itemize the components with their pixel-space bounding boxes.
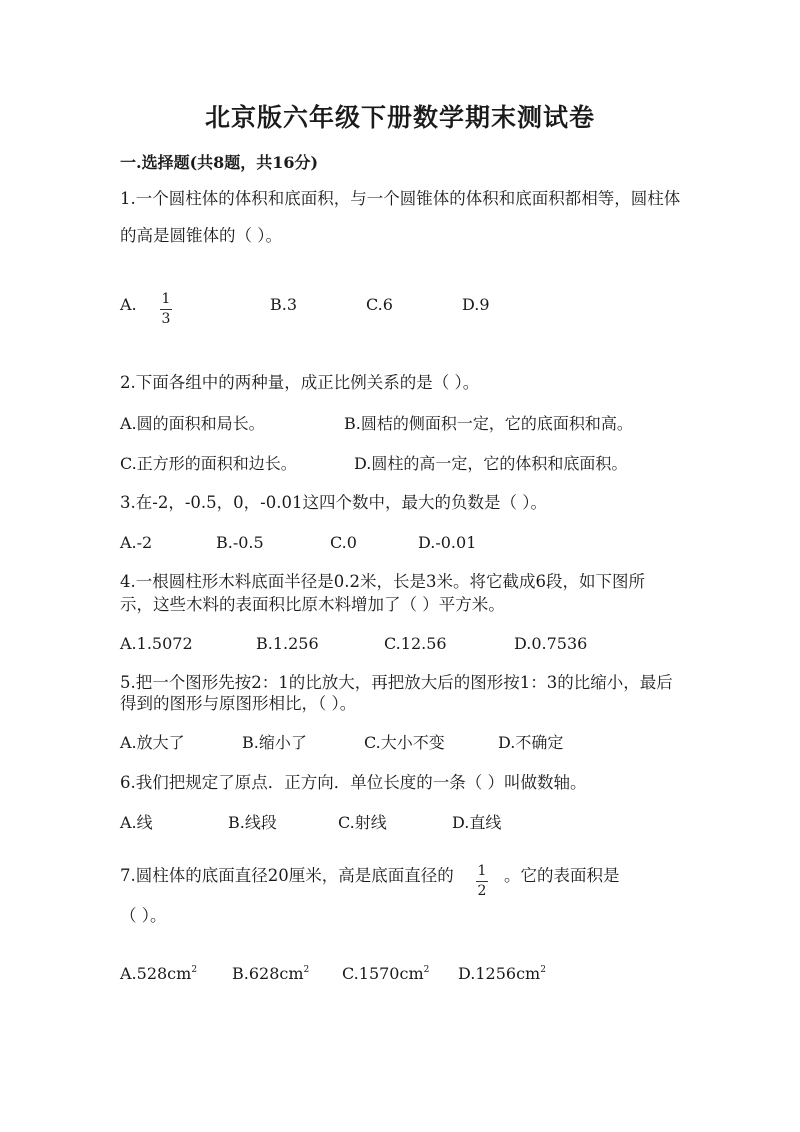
question-4-line-1: 4.一根圆柱形木料底面半径是0.2米，长是3米。将它截成6段，如下图所 — [120, 572, 645, 591]
question-5-option-a[interactable]: A.放大了 — [120, 733, 185, 752]
question-3-option-a[interactable]: A.-2 — [120, 533, 153, 552]
question-1-line-1: 1.一个圆柱体的体积和底面积，与一个圆锥体的体积和底面积都相等，圆柱体 — [120, 189, 681, 208]
question-7-option-d[interactable] — [458, 960, 546, 984]
question-7-option-a[interactable] — [120, 960, 197, 984]
question-4-line-2: 示，这些木料的表面积比原木料增加了（ ）平方米。 — [120, 595, 505, 614]
question-1-option-d[interactable]: D.9 — [462, 295, 490, 314]
fraction-bar — [160, 309, 172, 310]
question-6-text: 6.我们把规定了原点．正方向．单位长度的一条（ ）叫做数轴。 — [120, 773, 587, 792]
fraction-numerator: 1 — [161, 291, 171, 307]
fraction-bar — [476, 881, 488, 882]
question-6-option-c[interactable]: C.射线 — [338, 813, 387, 832]
question-1-option-c[interactable]: C.6 — [366, 295, 393, 314]
question-3-option-b[interactable]: B.-0.5 — [216, 533, 264, 552]
question-4-option-b[interactable]: B.1.256 — [256, 634, 319, 653]
option-a-prefix: A. — [120, 295, 137, 314]
question-3-text: 3.在-2，-0.5，0，-0.01这四个数中，最大的负数是（ ）。 — [120, 493, 547, 512]
question-5-option-b[interactable]: B.缩小了 — [242, 733, 307, 752]
unit-superscript: 2 — [423, 965, 430, 975]
question-3-option-c[interactable]: C.0 — [330, 533, 357, 552]
option-b-text: B.628cm — [232, 964, 304, 983]
unit-superscript: 2 — [191, 965, 198, 975]
question-5-option-d[interactable]: D.不确定 — [498, 733, 564, 752]
question-2-option-d[interactable]: D.圆柱的高一定，它的体积和底面积。 — [354, 454, 628, 473]
question-2-option-b[interactable]: B.圆桔的侧面积一定，它的底面积和高。 — [344, 414, 633, 433]
question-6-option-a[interactable]: A.线 — [120, 813, 153, 832]
unit-superscript: 2 — [303, 965, 310, 975]
question-4-option-c[interactable]: C.12.56 — [384, 634, 447, 653]
question-7-line-1-end: 。它的表面积是 — [504, 866, 620, 885]
fraction-denominator: 2 — [477, 883, 487, 899]
question-7-line-2: （ ）。 — [120, 906, 167, 925]
question-3-option-d[interactable]: D.-0.01 — [418, 533, 477, 552]
unit-superscript: 2 — [540, 965, 546, 975]
question-5-line-2: 得到的图形与原图形相比，（ ）。 — [120, 694, 357, 713]
fraction-denominator: 3 — [161, 311, 171, 327]
question-4-option-d[interactable]: D.0.7536 — [514, 634, 588, 653]
question-6-option-b[interactable]: B.线段 — [228, 813, 277, 832]
question-2-option-a[interactable]: A.圆的面积和局长。 — [120, 414, 265, 433]
question-5-line-1: 5.把一个图形先按2：1的比放大，再把放大后的图形按1：3的比缩小，最后 — [120, 673, 673, 692]
option-a-text: A.528cm — [120, 964, 192, 983]
question-7-option-c[interactable] — [342, 960, 429, 984]
question-1-option-a[interactable] — [120, 295, 137, 315]
question-5-option-c[interactable]: C.大小不变 — [364, 733, 445, 752]
question-2-text: 2.下面各组中的两种量，成正比例关系的是（ ）。 — [120, 373, 480, 392]
section-heading: 一.选择题(共8题，共16分) — [120, 153, 319, 172]
question-1-option-b[interactable]: B.3 — [270, 295, 298, 314]
question-2-option-c[interactable]: C.正方形的面积和边长。 — [120, 454, 297, 473]
question-7-option-b[interactable] — [232, 960, 309, 984]
fraction-numerator: 1 — [477, 863, 487, 879]
question-7-line-1-start: 7.圆柱体的底面直径20厘米，高是底面直径的 — [120, 866, 454, 885]
option-d-text: D.1256cm — [458, 964, 541, 983]
question-4-option-a[interactable]: A.1.5072 — [120, 634, 193, 653]
question-7-fraction — [476, 860, 488, 899]
page-title: 北京版六年级下册数学期末测试卷 — [204, 103, 595, 132]
option-c-text: C.1570cm — [342, 964, 424, 983]
question-1-option-a-fraction — [160, 288, 172, 327]
question-1-line-2: 的高是圆锥体的（ ）。 — [120, 226, 282, 245]
question-6-option-d[interactable]: D.直线 — [452, 813, 502, 832]
